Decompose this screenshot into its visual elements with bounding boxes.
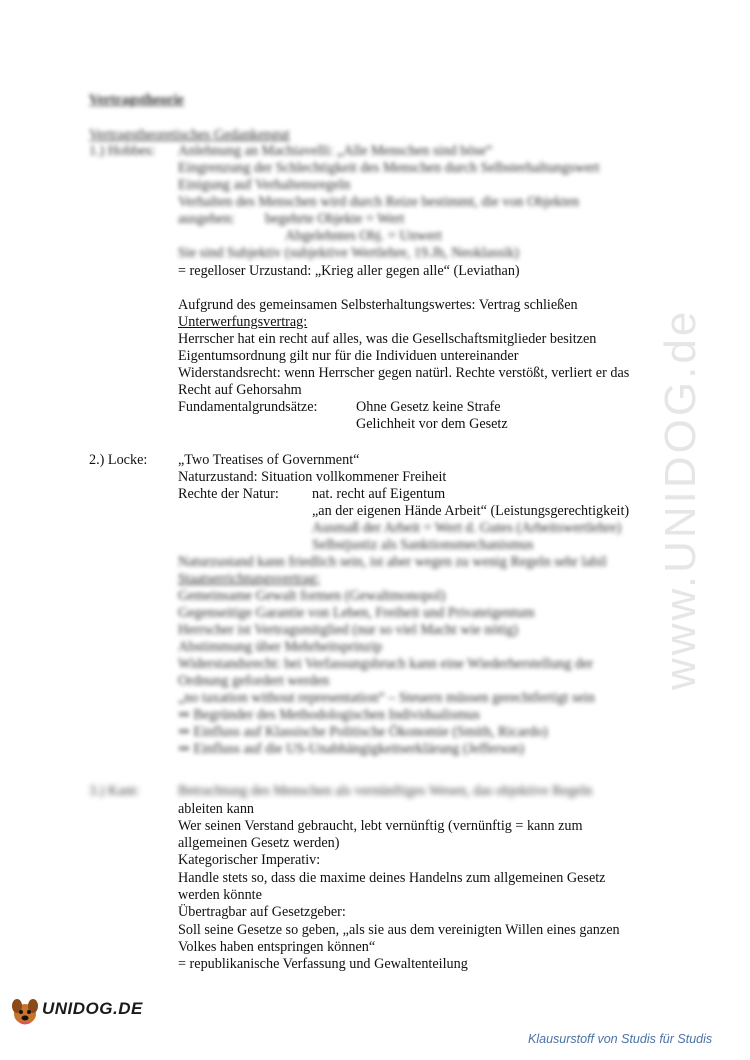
hobbes-line: begehrte Objekte = Wert	[265, 211, 405, 227]
kant-line: Volkes haben entspringen können“	[178, 939, 376, 955]
hobbes-line: Ohne Gesetz keine Strafe	[356, 399, 501, 415]
hobbes-line: Widerstandsrecht: wenn Herrscher gegen natürl. Rechte verstößt, verliert er das	[178, 365, 630, 381]
kant-line: Übertragbar auf Gesetzgeber:	[178, 904, 346, 920]
kant-line: Handle stets so, dass die maxime deines Handelns zum allgemeinen Gesetz	[178, 870, 606, 886]
locke-line: „Two Treatises of Government“	[178, 452, 360, 468]
section-subtitle: Vertragstheoretisches Gedankengut	[89, 127, 290, 143]
locke-line: nat. recht auf Eigentum	[312, 486, 446, 502]
hobbes-line: Anlehnung an Machiavelli: „Alle Menschen sind böse“	[178, 143, 493, 159]
kant-line: = republikanische Verfassung und Gewaltenteilung	[178, 956, 468, 972]
locke-line: Ordnung gefordert werden	[178, 673, 330, 689]
locke-subheading: Staatserrichtungsvertrag:	[178, 571, 320, 587]
logo-text: UNIDOG.DE	[42, 999, 143, 1018]
locke-line: Rechte der Natur:	[178, 486, 279, 502]
hobbes-line: Fundamentalgrundsätze:	[178, 399, 318, 415]
hobbes-line: ausgehen:	[178, 211, 235, 227]
hobbes-line: Verhalten des Menschen wird durch Reize bestimmt, die von Objekten	[178, 194, 580, 210]
locke-line: „an der eigenen Hände Arbeit“ (Leistungsgerechtigkeit)	[312, 503, 630, 519]
hobbes-line: Einigung auf Verhaltensregeln	[178, 177, 351, 193]
locke-line: ⇒ Einfluss auf die US-Unabhängigkeitserklärung (Jefferson)	[178, 741, 525, 757]
hobbes-line: Eigentumsordnung gilt nur für die Individuen untereinander	[178, 348, 519, 364]
hobbes-line: Gelichheit vor dem Gesetz	[356, 416, 508, 432]
locke-line: Widerstandsrecht: bei Verfassungsbruch kann eine Wiederherstellung der	[178, 656, 594, 672]
kant-line: ableiten kann	[178, 801, 255, 817]
locke-line: Abstimmung über Mehrheitsprinzip	[178, 639, 383, 655]
locke-line: „no taxation without representation“ – Steuern müssen gerechtfertigt sein	[178, 690, 595, 706]
kant-line: allgemeinen Gesetz werden)	[178, 835, 340, 851]
hobbes-line: = regelloser Urzustand: „Krieg aller gegen alle“ (Leviathan)	[178, 263, 520, 279]
kant-line: Kategorischer Imperativ:	[178, 852, 321, 868]
kant-line: werden könnte	[178, 887, 262, 903]
hobbes-line: Sie sind Subjektiv (subjektive Wertlehre, 19.Jh, Neoklassik)	[178, 245, 520, 261]
locke-line: ⇒ Begründer des Methodologischen Individualismus	[178, 707, 480, 723]
footer-slogan: Klausurstoff von Studis für Studis	[528, 1032, 713, 1046]
hobbes-line: Herrscher hat ein recht auf alles, was die Gesellschaftsmitglieder besitzen	[178, 331, 597, 347]
dog-logo-icon	[8, 996, 42, 1026]
locke-line: Herrscher ist Vertragsmitglied (nur so viel Macht wie nötig)	[178, 622, 519, 638]
kant-line: Soll seine Gesetze so geben, „als sie aus dem vereinigten Willen eines ganzen	[178, 922, 620, 938]
watermark: www.UNIDOG.de	[656, 308, 705, 690]
hobbes-line: Abgelehntes Obj. = Unwert	[285, 228, 442, 244]
locke-line: Selbstjustiz als Sanktionsmechanismus	[312, 537, 534, 553]
hobbes-subheading: Unterwerfungsvertrag:	[178, 314, 308, 330]
hobbes-line: Recht auf Gehorsahm	[178, 382, 302, 398]
hobbes-label: 1.) Hobbes:	[89, 143, 156, 159]
kant-line: Wer seinen Verstand gebraucht, lebt vernünftig (vernünftig = kann zum	[178, 818, 583, 834]
locke-line: Ausmaß der Arbeit = Wert d. Gutes (Arbeitswertlehre)	[312, 520, 622, 536]
locke-line: Gegenseitige Garantie von Leben, Freiheit und Privateigentum	[178, 605, 535, 621]
locke-line: Gemeinsame Gewalt formen (Gewaltmonopol)	[178, 588, 446, 604]
document-title: Vertragstheorie	[89, 92, 184, 108]
locke-label: 2.) Locke:	[89, 452, 148, 468]
locke-line: Naturzustand kann friedlich sein, ist aber wegen zu wenig Regeln sehr labil	[178, 554, 607, 570]
kant-label: 3.) Kant:	[89, 783, 140, 799]
hobbes-line: Eingrenzung der Schlechtigkeit des Menschen durch Selbsterhaltungswert	[178, 160, 600, 176]
locke-line: ⇒ Einfluss auf Klassische Politische Ökonomie (Smith, Ricardo)	[178, 724, 548, 740]
locke-line: Naturzustand: Situation vollkommener Freiheit	[178, 469, 447, 485]
kant-line: Betrachtung des Menschen als vernünftiges Wesen, das objektive Regeln	[178, 783, 593, 799]
hobbes-line: Aufgrund des gemeinsamen Selbsterhaltungswertes: Vertrag schließen	[178, 297, 578, 313]
